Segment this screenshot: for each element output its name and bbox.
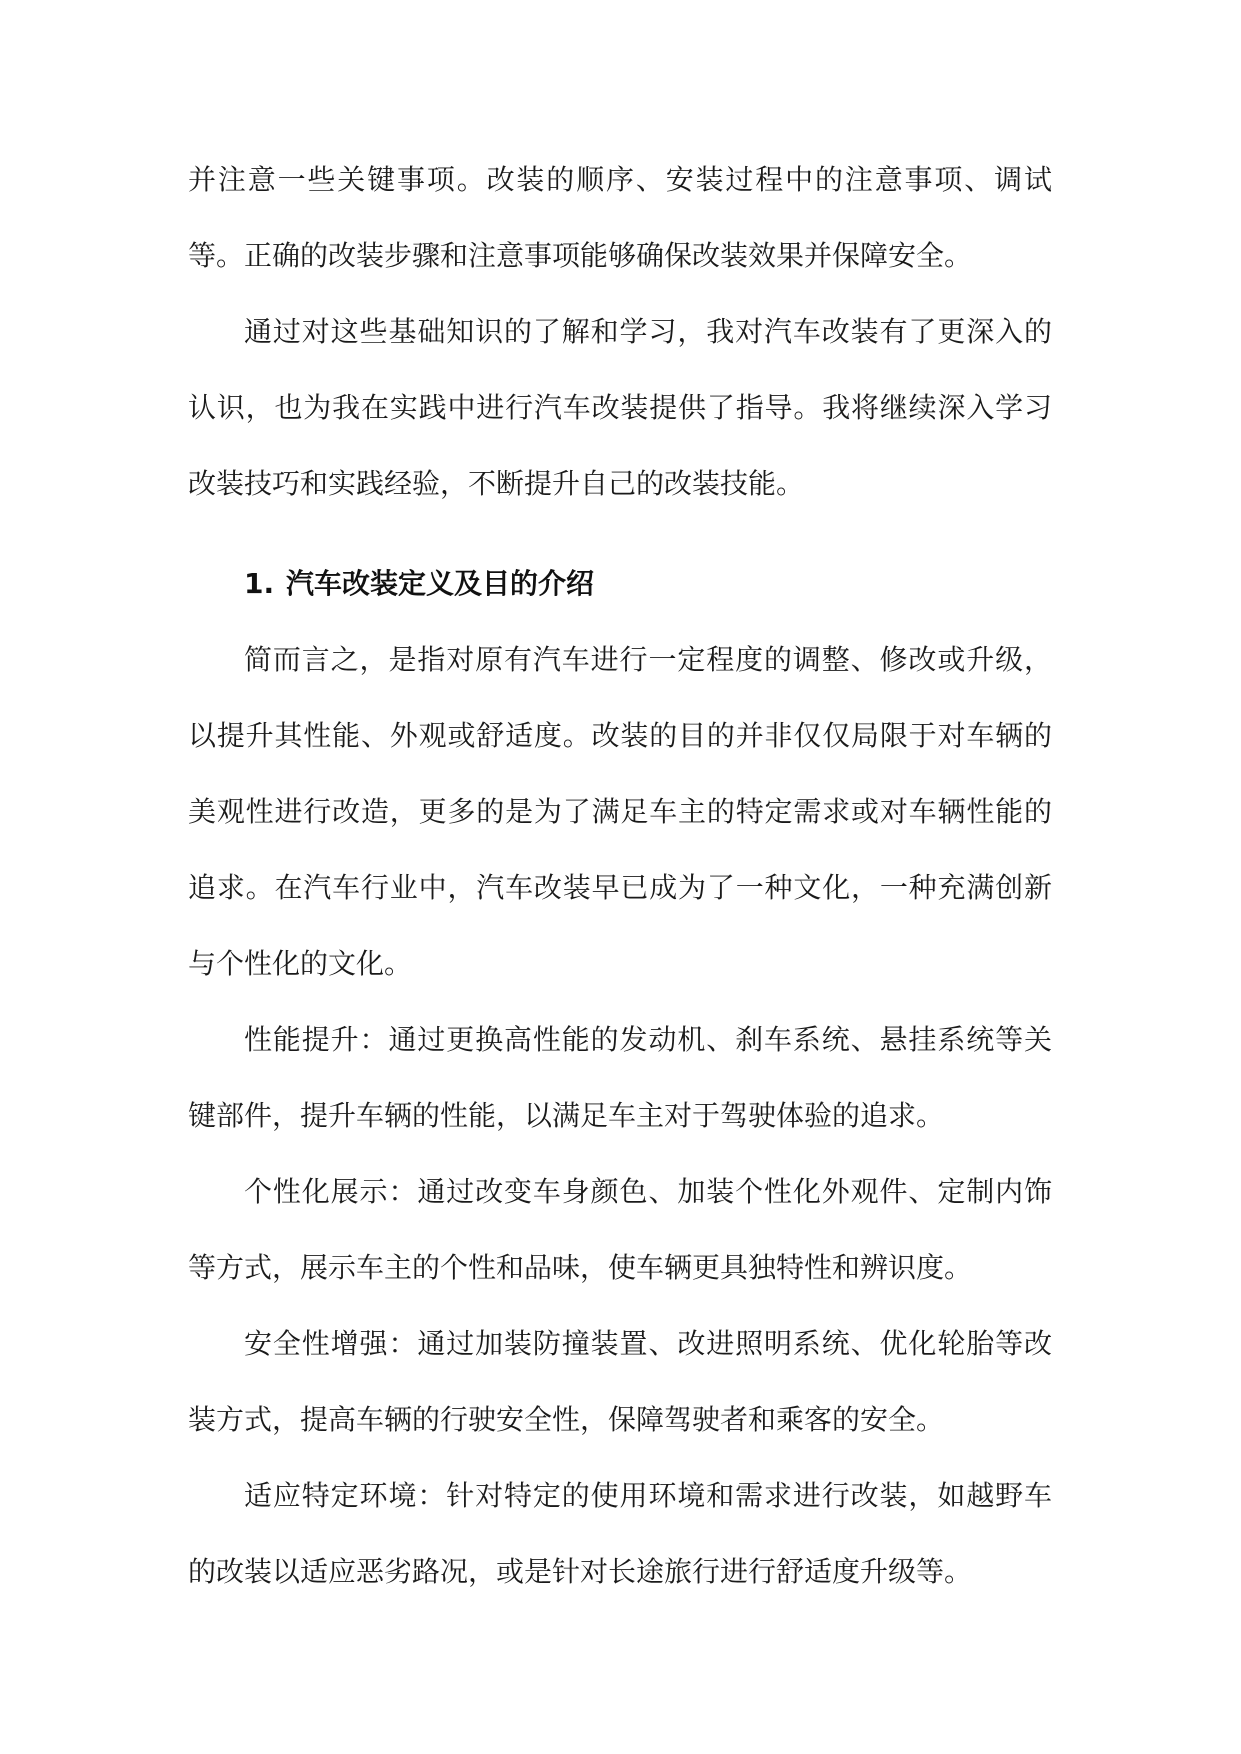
paragraph-continued: 并注意一些关键事项。改装的顺序、安装过程中的注意事项、调试等。正确的改装步骤和注意事项能够确保改装效果并保障安全。	[188, 163, 1052, 272]
paragraph-performance: 性能提升：通过更换高性能的发动机、刹车系统、悬挂系统等关键部件，提升车辆的性能，以满足车主对于驾驶体验的追求。	[188, 1023, 1052, 1132]
paragraph-summary: 通过对这些基础知识的了解和学习，我对汽车改装有了更深入的认识，也为我在实践中进行汽车改装提供了指导。我将继续深入学习改装技巧和实践经验，不断提升自己的改装技能。	[188, 315, 1052, 500]
section-title: 汽车改装定义及目的介绍	[286, 567, 595, 600]
paragraph-personalization: 个性化展示：通过改变车身颜色、加装个性化外观件、定制内饰等方式，展示车主的个性和品味，使车辆更具独特性和辨识度。	[188, 1175, 1052, 1284]
paragraph-safety: 安全性增强：通过加装防撞装置、改进照明系统、优化轮胎等改装方式，提高车辆的行驶安全性，保障驾驶者和乘客的安全。	[188, 1327, 1052, 1436]
paragraph-environment: 适应特定环境：针对特定的使用环境和需求进行改装，如越野车的改装以适应恶劣路况，或是针对长途旅行进行舒适度升级等。	[188, 1479, 1052, 1588]
document-body	[188, 142, 1052, 1610]
section-heading	[244, 546, 1052, 622]
paragraph-definition: 简而言之，是指对原有汽车进行一定程度的调整、修改或升级，以提升其性能、外观或舒适度。改装的目的并非仅仅局限于对车辆的美观性进行改造，更多的是为了满足车主的特定需求或对车辆性能的追求。在汽车行业中，汽车改装早已成为了一种文化，一种充满创新与个性化的文化。	[188, 643, 1052, 980]
section-number: 1.	[244, 567, 275, 600]
